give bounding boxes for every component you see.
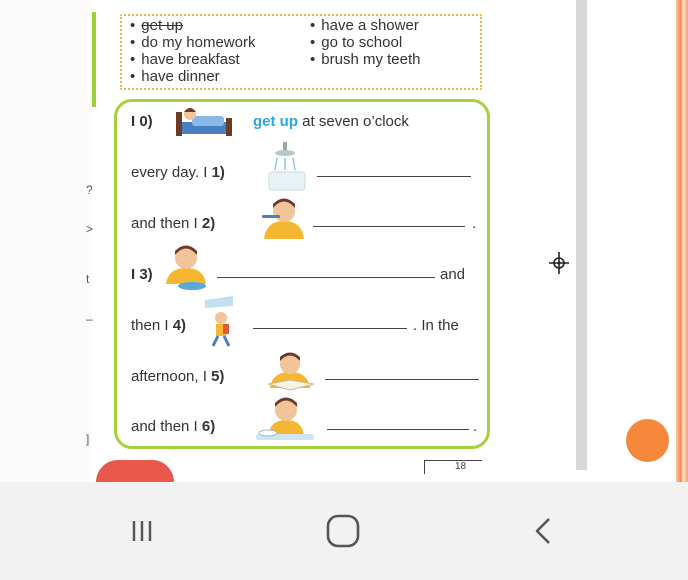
example-sentence: get up at seven o’clock bbox=[253, 113, 409, 130]
answer-blank[interactable] bbox=[327, 429, 469, 430]
word-box bbox=[120, 14, 482, 90]
boy-having-dinner-icon bbox=[254, 396, 316, 444]
back-button[interactable] bbox=[505, 482, 585, 580]
answer-blank[interactable] bbox=[317, 176, 471, 177]
left-mark: ? bbox=[86, 183, 93, 197]
sentence-text: and bbox=[440, 266, 466, 283]
answer-blank[interactable] bbox=[217, 277, 435, 278]
left-mark: t bbox=[86, 272, 90, 286]
word-item: • have a shower bbox=[310, 17, 419, 34]
item-number: I 3) bbox=[131, 266, 153, 283]
left-mark: ] bbox=[86, 432, 90, 446]
word-item: • get up bbox=[130, 17, 183, 34]
word-item: • have breakfast bbox=[130, 51, 240, 68]
sentence-text: every day. I 1) bbox=[131, 164, 225, 181]
sentence-text: and then I 2) bbox=[131, 215, 216, 232]
boy-eating-breakfast-icon bbox=[162, 244, 212, 292]
left-page-edge bbox=[0, 0, 92, 482]
punctuation: . bbox=[473, 418, 478, 435]
home-icon bbox=[325, 513, 361, 549]
section-tab bbox=[96, 460, 174, 482]
worksheet-page bbox=[96, 0, 576, 482]
system-navigation-bar bbox=[0, 482, 688, 580]
word-item: • go to school bbox=[310, 34, 402, 51]
shower-icon bbox=[263, 140, 311, 192]
right-margin bbox=[587, 0, 688, 482]
page-number: 18 bbox=[424, 460, 482, 474]
recent-apps-icon bbox=[126, 515, 158, 547]
sentence-text: . In the bbox=[413, 317, 459, 334]
word-item: • have dinner bbox=[130, 68, 220, 85]
word-item: • do my homework bbox=[130, 34, 255, 51]
boy-in-bed-icon bbox=[174, 104, 234, 140]
left-mark: > bbox=[86, 222, 94, 236]
sentence-text: afternoon, I 5) bbox=[131, 368, 225, 385]
left-mark: – bbox=[86, 312, 93, 326]
answer-blank[interactable] bbox=[253, 328, 407, 329]
exercise-box bbox=[114, 99, 490, 449]
floating-action-button[interactable] bbox=[626, 419, 669, 462]
sentence-text: and then I 6) bbox=[131, 418, 216, 435]
punctuation: . bbox=[472, 215, 477, 232]
page-edge-decoration bbox=[676, 0, 688, 482]
boy-doing-homework-icon bbox=[264, 352, 318, 392]
boy-brushing-teeth-icon bbox=[258, 195, 310, 241]
back-icon bbox=[529, 515, 561, 547]
home-button[interactable] bbox=[303, 482, 383, 580]
crosshair-icon[interactable] bbox=[549, 252, 569, 274]
answer-blank[interactable] bbox=[325, 379, 479, 380]
boy-going-to-school-icon bbox=[199, 292, 243, 348]
recent-apps-button[interactable] bbox=[102, 482, 182, 580]
scrollbar-track[interactable] bbox=[576, 0, 587, 470]
answer-blank[interactable] bbox=[313, 226, 465, 227]
item-number: I 0) bbox=[131, 113, 153, 130]
sentence-text: then I 4) bbox=[131, 317, 187, 334]
word-item: • brush my teeth bbox=[310, 51, 420, 68]
